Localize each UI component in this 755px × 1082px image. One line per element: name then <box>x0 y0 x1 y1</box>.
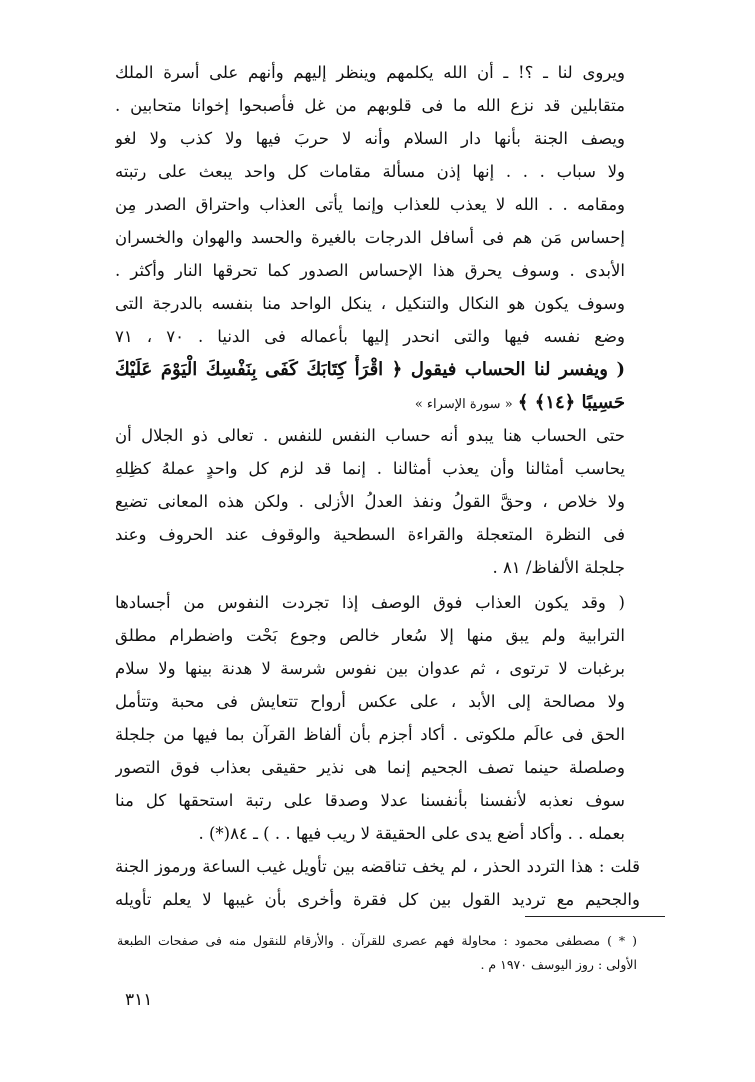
text-line: قلت : هذا التردد الحذر ، لم يخف تناقضه بين تأويل غيب الساعة ورموز الجنة <box>115 857 640 876</box>
quran-verse-end: حَسِيبًا ﴿١٤﴾ ﴾ <box>517 392 625 413</box>
text-line: الحق فى عالَم ملكوتى . أكاد أجزم بأن ألفاظ القرآن بما فيها من جلجلة <box>115 725 625 744</box>
quran-quote-line-2 <box>115 388 625 418</box>
text-line: الأبدى . وسوف يحرق هذا الإحساس الصدور كما تحرقها النار وأكثر . <box>115 261 625 280</box>
text-line: والجحيم مع ترديد القول بين كل فقرة وأخرى بأن غيبها لا يعلم تأويله <box>115 890 640 909</box>
page-number: ٣١١ <box>125 990 153 1010</box>
text-line: ولا مصالحة إلى الأبد ، على عكس أرواح تتعايش فى محبة وتتأمل <box>115 692 625 711</box>
footnote-line: الأولى : روز اليوسف ١٩٧٠ م . <box>480 957 637 972</box>
quran-quote-line: ( ويفسر لنا الحساب فيقول ﴿ اقْرَأْ كِتَابَكَ كَفَى بِنَفْسِكَ الْيَوْمَ عَلَيْكَ <box>115 359 625 380</box>
text-line: متقابلين قد نزع الله ما فى قلوبهم من غل فأصبحوا إخوانا متحابين . <box>115 96 625 115</box>
text-line: ومقامه . . الله لا يعذب للعذاب وإنما يأتى العذاب واحتراق الصدر مِن <box>115 195 625 214</box>
text-line: حتى الحساب هنا يبدو أنه حساب النفس للنفس . تعالى ذو الجلال أن <box>115 426 625 445</box>
text-line: يحاسب أمثالنا وأن يعذب أمثالنا . إنما قد لزم كل واحدٍ عملهُ كظِلهِ <box>115 459 625 478</box>
text-line: سوف نعذبه لأنفسنا بأنفسنا عدلا وصدقا على رتبة استحقها كل منا <box>115 791 625 810</box>
text-line: ولا سباب . . . إنها إذن مسألة مقامات كل واحد يبعث على رتبته <box>115 162 625 181</box>
text-line: ويروى لنا ـ ؟! ـ أن الله يكلمهم وينظر إليهم وأنهم على أسرة الملك <box>115 63 625 82</box>
text-line: بعمله . . وأكاد أضع يدى على الحقيقة لا ريب فيها . . ) ـ ٨٤(*) . <box>198 824 625 843</box>
text-line: برغبات لا ترتوى ، ثم عدوان بين نفوس شرسة لا هدنة بينها ولا سلام <box>115 659 625 678</box>
text-line: وصلصلة حينما تصف الجحيم إنما هى نذير حقيقى بعذاب فوق التصور <box>115 758 625 777</box>
text-line: إحساس مَن هم فى أسافل الدرجات بالغيرة والحسد والهوان والخسران <box>115 228 625 247</box>
text-line: الترابية ولم يبق منها إلا سُعار خالص وجوع بَحْت واضطرام مطلق <box>115 626 625 645</box>
text-line: فى النظرة المتعجلة والقراءة السطحية والوقوف عند الحروف وعند <box>115 525 625 544</box>
surah-source: « سورة الإسراء » <box>414 397 513 412</box>
text-line: ولا خلاص ، وحقَّ القولُ ونفذ العدلُ الأزلى . ولكن هذه المعانى تضيع <box>115 492 625 511</box>
text-line: جلجلة الألفاظ/ ٨١ . <box>492 558 625 577</box>
text-line: وسوف يكون هو النكال والتنكيل ، ينكل الواحد منا بنفسه بالدرجة التى <box>115 294 625 313</box>
text-line: ( وقد يكون العذاب فوق الوصف إذا تجردت النفوس من أجسادها <box>115 593 625 612</box>
footnote-line: ( * ) مصطفى محمود : محاولة فهم عصرى للقرآن . والأرقام للنقول منه فى صفحات الطبعة <box>117 933 637 948</box>
footnote-divider <box>525 916 665 917</box>
text-line: وضع نفسه فيها والتى انحدر إليها بأعماله فى الدنيا . ٧٠ ، ٧١ <box>115 327 625 346</box>
text-line: ويصف الجنة بأنها دار السلام وأنه لا حربَ فيها ولا كذب ولا لغو <box>115 129 625 148</box>
